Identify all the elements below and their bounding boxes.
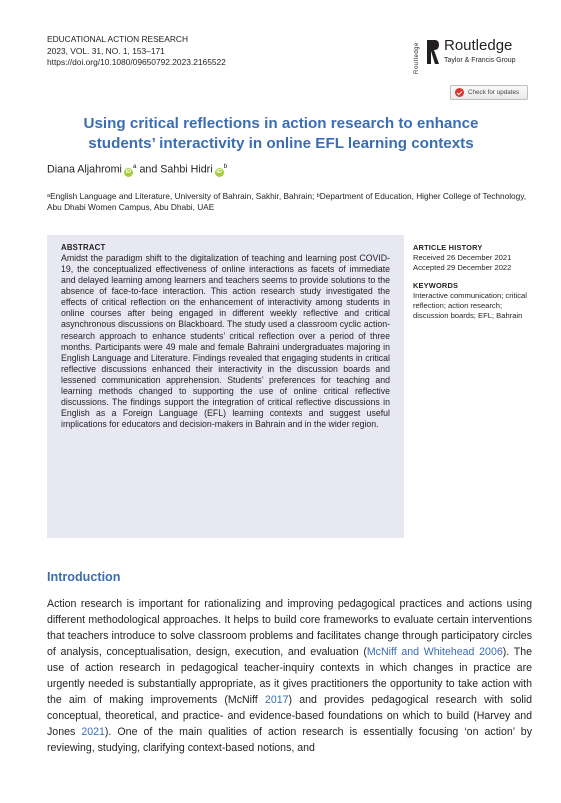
journal-meta <box>47 34 226 69</box>
citation-link[interactable]: 2017 <box>264 694 289 707</box>
article-sidebar <box>413 243 531 321</box>
author-joiner: and <box>139 163 158 176</box>
publisher-subtitle: Taylor & Francis Group <box>444 57 516 64</box>
routledge-logo-icon <box>426 39 440 65</box>
introduction-paragraph: Action research is important for rationalizing and improving pedagogical practices and actions using different methodological approaches. It helps to build core frameworks to evaluate certain interventions that teachers introduce to solve classroom problems and facilitates change through participatory circles of analysis, conceptualisation, design, execution, and evaluation (McNiff and Whitehead 2006). The use of action research in pedagogical teacher-inquiry contexts in which changes in practice are urgently needed is substantially appropriate, as it gives practitioners the opportunity to take action with the aim of making improvements (McNiff 2017) and provides pedagogical research with solid conceptual, theoretical, and practice- and evidence-based foundations on which to build (Harvey and Jones 2021). One of the main qualities of action research is essentially focusing ‘on action’ by reviewing, studying, clarifying context-based notions, and <box>47 598 532 755</box>
orcid-icon[interactable]: iD <box>125 168 132 175</box>
received-date: Received 26 December 2021 <box>413 253 512 263</box>
keywords-text: Interactive communication; critical reflection; action research; discussion boards; EFL; Bahrain <box>413 290 527 321</box>
check-updates-label: Check for updates <box>468 89 520 96</box>
publisher-logo <box>413 36 533 74</box>
author-affil-marker: a <box>132 163 137 170</box>
check-updates-icon <box>455 88 464 97</box>
keywords-heading: KEYWORDS <box>413 280 459 290</box>
journal-volume: 2023, VOL. 31, NO. 1, 153–171 <box>47 45 165 56</box>
author-name: Diana Aljahromi <box>47 163 122 176</box>
article-title: Using critical reflections in action research to enhance students’ interactivity in online EFL learning contexts <box>83 115 479 152</box>
citation-link[interactable]: McNiff and Whitehead 2006 <box>366 646 503 659</box>
affiliations: ᵃEnglish Language and Literature, University of Bahrain, Sakhir, Bahrain; ᵇDepartment of Education, Higher College of Technology, Abu Dhabi Women Campus, Abu Dhabi, UAE <box>47 191 527 213</box>
publisher-name: Routledge <box>444 37 513 54</box>
article-history-heading: ARTICLE HISTORY <box>413 243 483 252</box>
introduction-heading: Introduction <box>47 570 121 584</box>
abstract-text: Amidst the paradigm shift to the digitalization of teaching and learning post COVID-19, the conceptualized effectiveness of online interactions as facets of immediate and delayed learning among learners and teachers seems to provide solutions to the absence of face-to-face interaction. This action research study investigated the effects of critical reflection on the enhancement of interactivity among students in online courses after being engaged in different weekly reflective and critical asynchronous discussions on Blackboard. The study used a classroom cyclic action-research approach to enhance students’ critical reflection over a period of three months. Participants were 49 male and female Bahraini undergraduates majoring in English Language and Literature. Findings revealed that engaging students in critical reflective discussions enhanced their interactivity in the discussion boards and lessened communication apprehension. Students’ preferences for teaching and learning methods changed to supporting the use of online critical reflective discussions. The findings support the integration of critical reflective discussions in English as a Foreign Language (EFL) learning contexts and suggest useful implications for educators and decision-makers in Bahrain and in the wider region. <box>61 253 390 430</box>
accepted-date: Accepted 29 December 2022 <box>413 263 512 273</box>
abstract-heading: ABSTRACT <box>61 243 106 252</box>
author-name: Sahbi Hidri <box>160 163 213 176</box>
citation-link[interactable]: 2021 <box>81 726 105 739</box>
author-affil-marker: b <box>223 163 228 170</box>
journal-doi-link[interactable]: https://doi.org/10.1080/09650792.2023.2165522 <box>47 57 226 67</box>
publisher-spine: Routledge <box>414 42 420 74</box>
orcid-icon[interactable]: iD <box>216 168 222 175</box>
journal-name: EDUCATIONAL ACTION RESEARCH <box>47 34 188 44</box>
abstract-box <box>47 235 404 538</box>
author-line <box>47 163 227 177</box>
check-for-updates-button[interactable] <box>450 85 528 100</box>
